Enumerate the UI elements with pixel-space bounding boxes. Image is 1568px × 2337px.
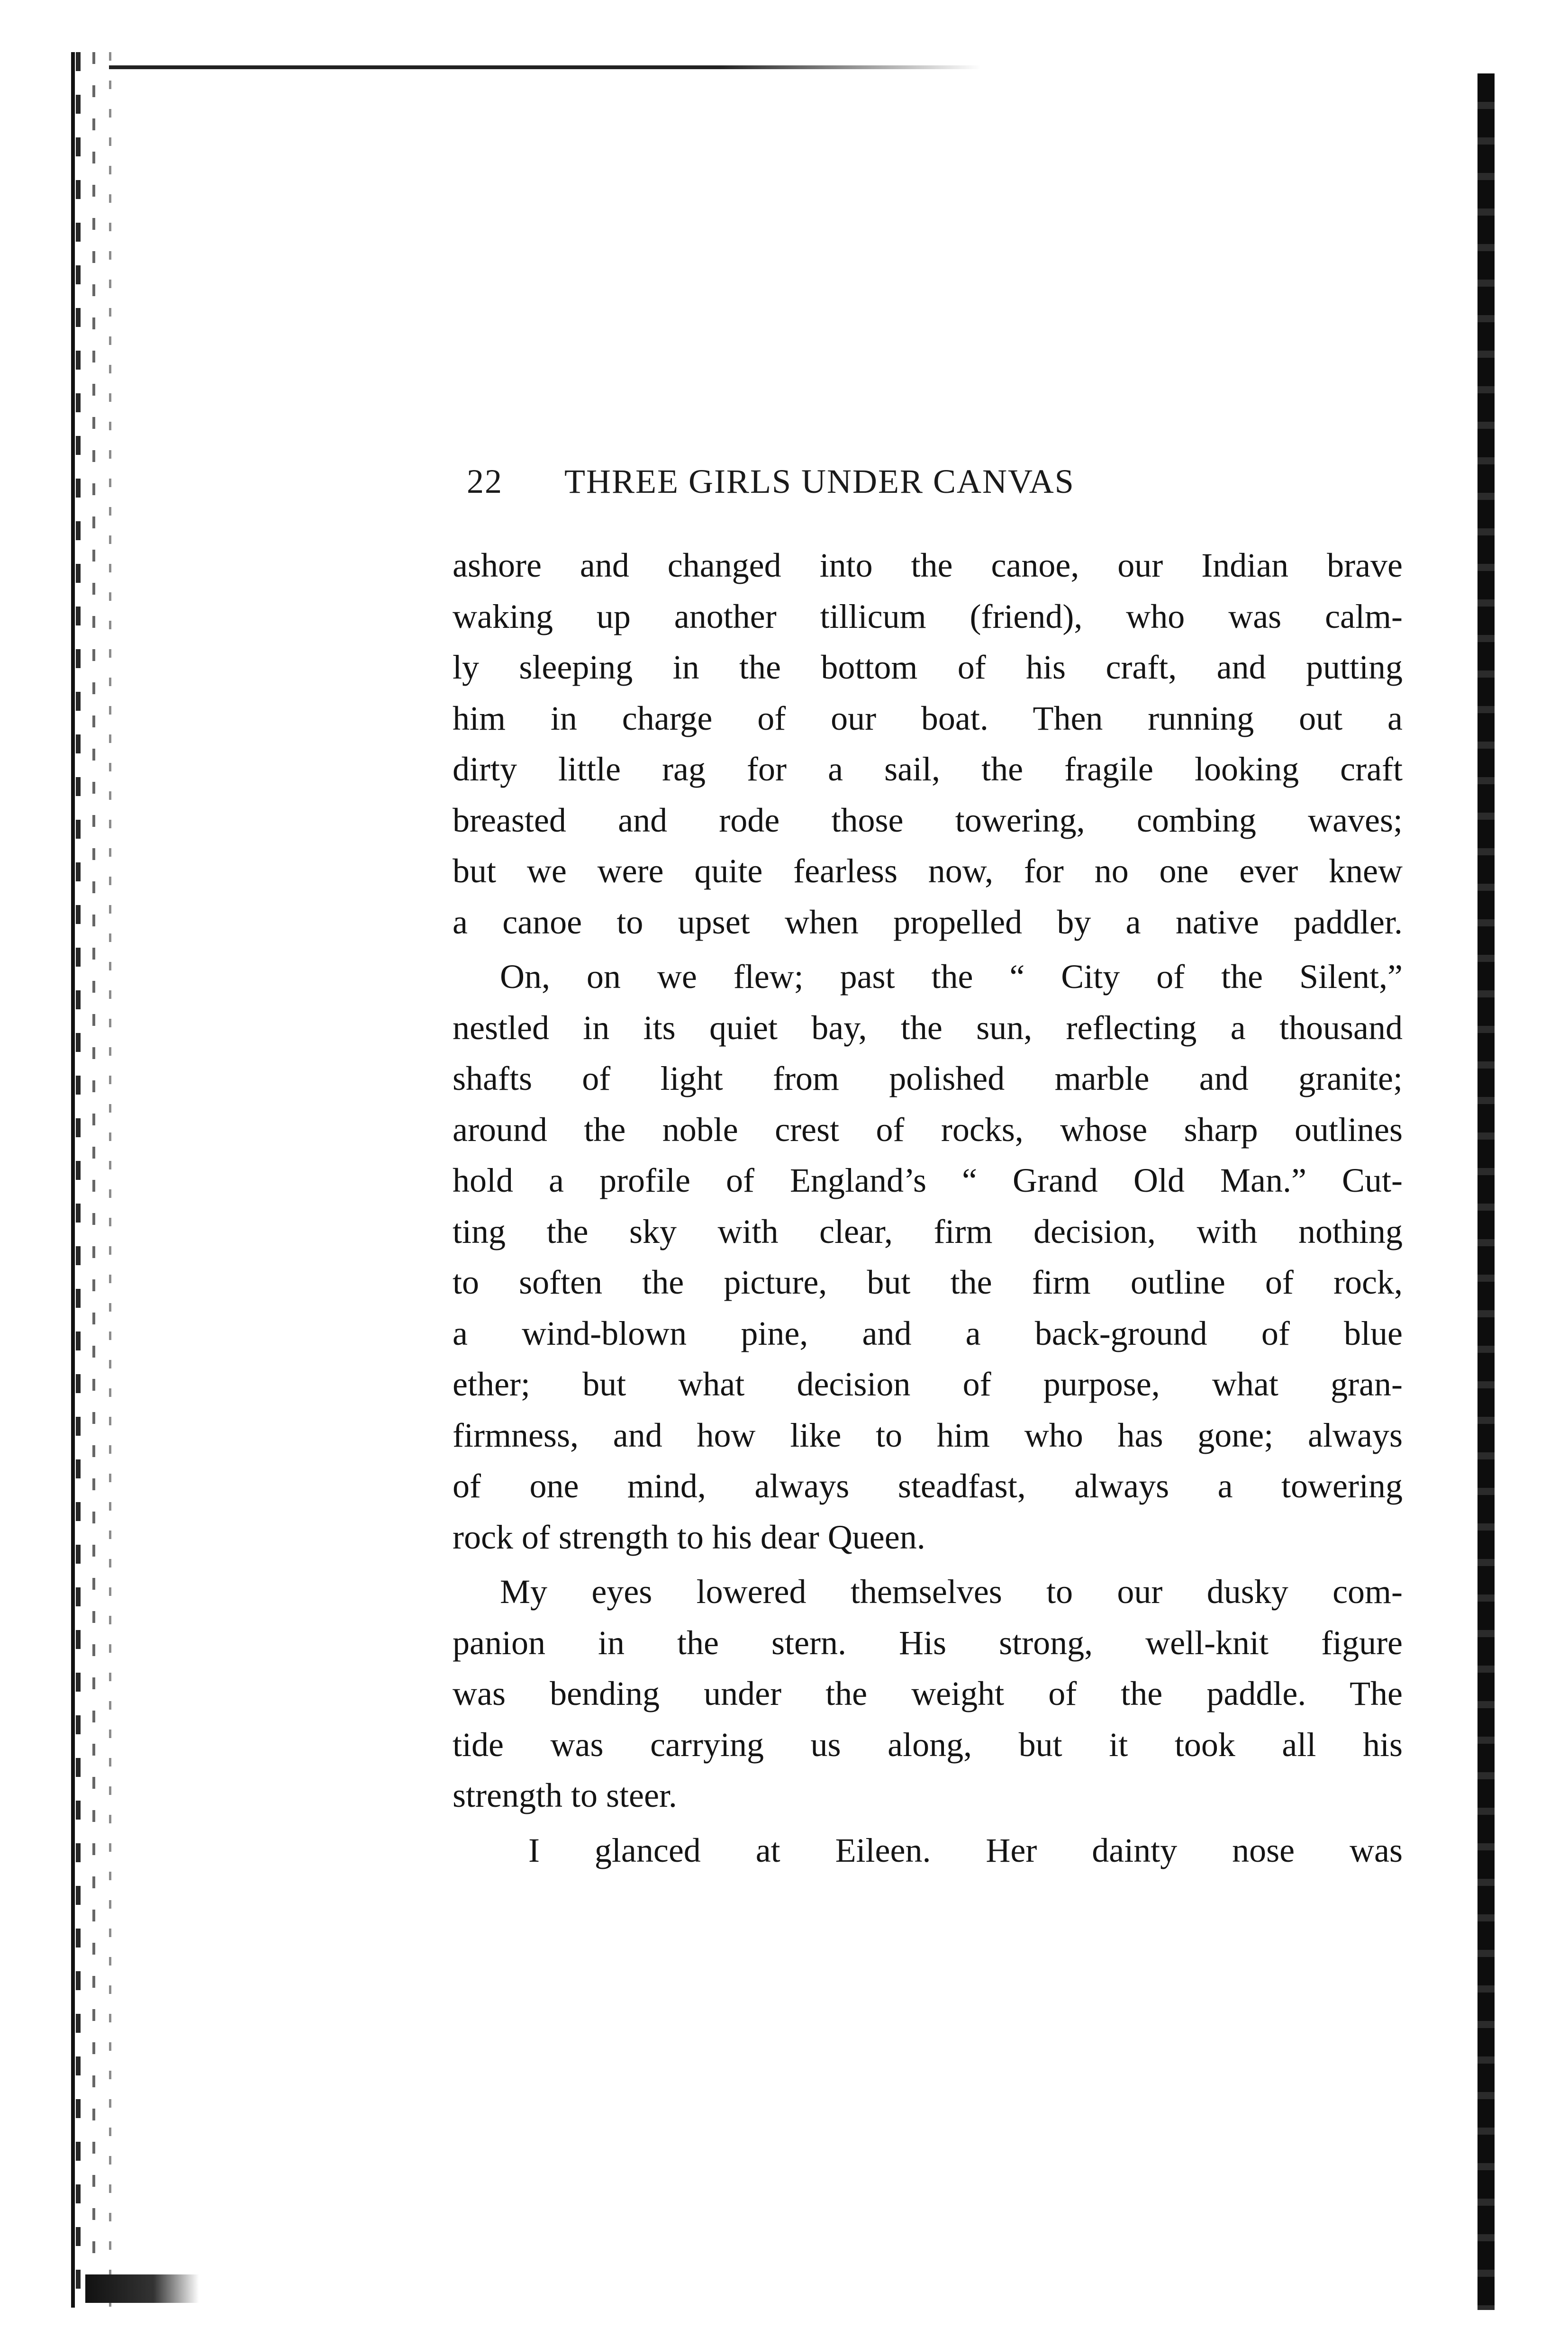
- text-line: to soften the picture, but the firm outline of rock,: [453, 1263, 1403, 1301]
- text-line: was bending under the weight of the paddle. The: [453, 1675, 1403, 1712]
- page-body: [453, 540, 1403, 1876]
- text-line: him in charge of our boat. Then running out a: [453, 699, 1403, 737]
- top-rule: [109, 65, 981, 69]
- text-line: ting the sky with clear, firm decision, with nothing: [453, 1212, 1403, 1250]
- text-line: firmness, and how like to him who has gone; always: [453, 1416, 1403, 1454]
- text-line: shafts of light from polished marble and granite;: [453, 1060, 1403, 1097]
- running-title: THREE GIRLS UNDER CANVAS: [564, 462, 1075, 500]
- text-line: rock of strength to his dear Queen.: [453, 1518, 925, 1556]
- text-line: breasted and rode those towering, combing waves;: [453, 801, 1403, 839]
- text-line: strength to steer.: [453, 1776, 677, 1814]
- text-line: I glanced at Eileen. Her dainty nose was: [528, 1831, 1403, 1869]
- paragraph-3: [453, 1567, 1403, 1821]
- text-line: a wind-blown pine, and a back-ground of blue: [453, 1314, 1403, 1352]
- text-line: ly sleeping in the bottom of his craft, and putting: [453, 648, 1403, 686]
- text-line: of one mind, always steadfast, always a towering: [453, 1467, 1403, 1505]
- paragraph-4: [453, 1825, 1403, 1876]
- text-line: but we were quite fearless now, for no one ever knew: [453, 852, 1403, 890]
- text-line: a canoe to upset when propelled by a native paddler.: [453, 903, 1403, 941]
- text-line: dirty little rag for a sail, the fragile looking craft: [453, 750, 1403, 788]
- paragraph-1: [453, 540, 1403, 948]
- text-line: ashore and changed into the canoe, our Indian brave: [453, 546, 1403, 584]
- text-line: My eyes lowered themselves to our dusky com-: [500, 1573, 1403, 1611]
- text-line: nestled in its quiet bay, the sun, reflecting a thousand: [453, 1008, 1403, 1047]
- running-header: [467, 462, 1075, 501]
- text-line: hold a profile of England’s “ Grand Old Man.” Cut-: [453, 1161, 1403, 1199]
- right-page-edge: [1477, 73, 1495, 2310]
- text-line: On, on we flew; past the “ City of the Silent,”: [500, 958, 1403, 996]
- text-line: waking up another tillicum (friend), who was calm-: [453, 597, 1403, 635]
- bottom-left-corner-mark: [85, 2274, 199, 2303]
- paragraph-2: [453, 951, 1403, 1563]
- page-number: 22: [467, 462, 503, 500]
- text-line: tide was carrying us along, but it took all his: [453, 1725, 1403, 1764]
- left-page-edge: [71, 52, 133, 2308]
- text-line: ether; but what decision of purpose, what gran-: [453, 1365, 1403, 1403]
- text-line: around the noble crest of rocks, whose sharp outlines: [453, 1110, 1403, 1149]
- text-line: panion in the stern. His strong, well-knit figure: [453, 1623, 1403, 1662]
